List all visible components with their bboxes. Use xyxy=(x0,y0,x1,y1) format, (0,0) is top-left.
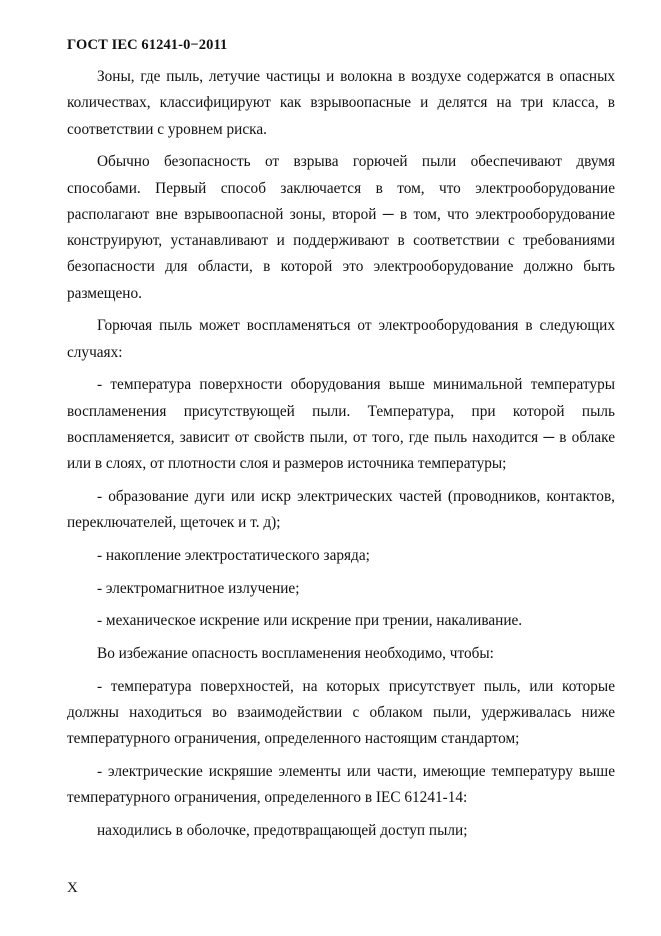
list-item: - температура поверхности оборудования выше минимальной температуры воспламенения присутствующей пыли. Температура, при которой пыль воспламеняется, зависит от свойств пыли, от того, где пыль находится ─ в облаке или в слоях, от плотности слоя и размеров источника температуры; xyxy=(67,376,615,473)
paragraph: Горючая пыль может воспламеняться от электрооборудования в следующих случаях: xyxy=(67,317,615,361)
document-body xyxy=(67,64,615,851)
list-item: - накопление электростатического заряда; xyxy=(97,547,370,564)
paragraph: находились в оболочке, предотвращающей доступ пыли; xyxy=(97,822,468,840)
list-item: - электромагнитное излучение; xyxy=(97,579,300,597)
list-item: - образование дуги или искр электрических частей (проводников, контактов, переключателей, щеточек и т. д); xyxy=(67,488,615,532)
list-item: - электрические искряшие элементы или части, имеющие температуру выше температурного ограничения, определенного в IEC 61241-14: xyxy=(67,763,615,807)
list-item: - температура поверхностей, на которых присутствует пыль, или которые должны находиться во взаимодействии с облаком пыли, удерживалась ниже температурного ограничения, определенного настоящим стандартом; xyxy=(67,677,615,748)
document-header: ГОСТ IEC 61241-0−2011 xyxy=(67,37,228,53)
paragraph: Во избежание опасность воспламенения необходимо, чтобы: xyxy=(97,645,494,663)
paragraph: Зоны, где пыль, летучие частицы и волокна в воздухе содержатся в опасных количествах, классифицируют как взрывоопасные и делятся на три класса, в соответствии с уровнем риска. xyxy=(67,68,615,138)
page-number: X xyxy=(67,880,78,896)
list-item: - механическое искрение или искрение при трении, накаливание. xyxy=(97,612,523,630)
paragraph: Обычно безопасность от взрыва горючей пыли обеспечивают двумя способами. Первый способ заключается в том, что электрооборудование располагают вне взрывоопасной зоны, второй ─ в том, что электрооборудование конструируют, устанавливают и поддерживают в соответствии с требованиями безопасности для области, в которой это электрооборудование должно быть размещено. xyxy=(67,153,615,302)
